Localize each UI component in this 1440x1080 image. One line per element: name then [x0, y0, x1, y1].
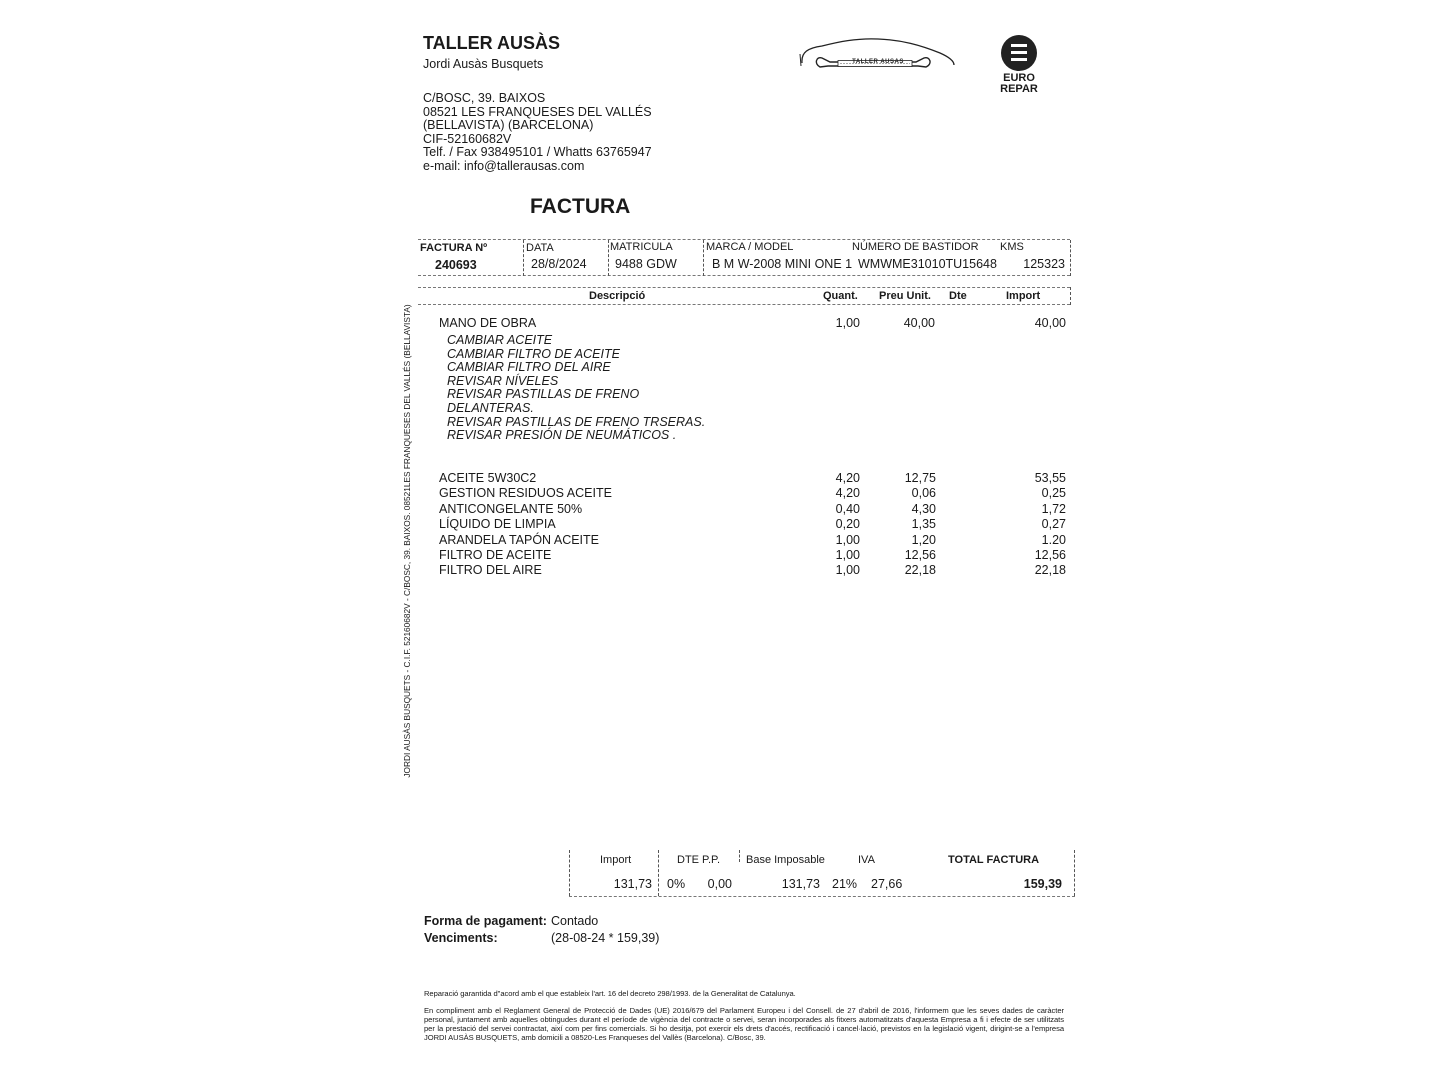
item-price: 4,30 — [911, 501, 936, 516]
item-price: 1,20 — [911, 532, 936, 547]
item-price: 12,56 — [904, 547, 936, 562]
address-line: 08521 LES FRANQUESES DEL VALLÉS — [423, 104, 652, 119]
company-address — [423, 92, 652, 173]
item-amount: 1,72 — [1041, 501, 1066, 516]
item-amount: 12,56 — [1034, 547, 1066, 562]
totals-dte-value: 0,00 — [707, 877, 732, 891]
kms-value: 125323 — [1023, 257, 1065, 271]
totals-base-value: 131,73 — [781, 877, 820, 891]
item-amount: 22,18 — [1034, 563, 1066, 578]
item-desc: LÍQUIDO DE LIMPIA — [439, 517, 556, 532]
col-import: Import — [1006, 290, 1041, 302]
labour-qty: 1,00 — [835, 316, 860, 330]
item-amount: 1.20 — [1041, 532, 1066, 547]
car-logo-text: TALLER AUSAS — [852, 59, 904, 65]
item-price: 1,35 — [911, 517, 936, 532]
item-desc: FILTRO DE ACEITE — [439, 547, 552, 562]
labour-task: REVISAR PASTILLAS DE FRENO — [447, 387, 640, 402]
labour-task: REVISAR PASTILLAS DE FRENO TRSERAS. — [447, 414, 706, 429]
taller-car-logo — [798, 36, 958, 86]
header-table-top-rule — [418, 239, 1070, 240]
labour-task: REVISAR NÍVELES — [447, 373, 559, 388]
col-quant: Quant. — [823, 290, 858, 302]
item-price: 12,75 — [904, 471, 936, 485]
labour-task: DELANTERAS. — [447, 400, 534, 415]
side-vertical-text: JORDI AUSÀS BUSQUETS - C.I.F. 52160682V - C/BOSC, 39. BAIXOS. 08521LES FRANQUESES DEL VALLÉS (BELLAVISTA) — [402, 304, 412, 778]
eurorepar-line2: REPAR — [1000, 83, 1038, 95]
labour-task: CAMBIAR FILTRO DEL AIRE — [447, 360, 611, 375]
matricula-label: MATRICULA — [610, 241, 673, 253]
document-title: FACTURA — [530, 195, 631, 218]
bastidor-label: NÚMERO DE BASTIDOR — [852, 241, 979, 253]
bastidor-value: WMWME31010TU15648 — [858, 257, 997, 271]
address-line: (BELLAVISTA) (BARCELONA) — [423, 118, 594, 132]
labour-task-list — [447, 334, 705, 443]
labour-amount: 40,00 — [1034, 316, 1066, 330]
labour-task: CAMBIAR FILTRO DE ACEITE — [447, 346, 620, 361]
address-line: C/BOSC, 39. BAIXOS — [423, 91, 546, 105]
table-row — [439, 533, 1069, 548]
totals-import-value: 131,73 — [613, 877, 652, 891]
kms-label: KMS — [1000, 241, 1024, 253]
item-desc: ACEITE 5W30C2 — [439, 471, 537, 485]
totals-import-label: Import — [600, 854, 632, 866]
payment-method-label: Forma de pagament: — [424, 914, 547, 928]
item-amount: 0,27 — [1041, 517, 1066, 532]
marca-model-label: MARCA / MODEL — [706, 241, 794, 253]
company-owner: Jordi Ausàs Busquets — [423, 57, 544, 71]
item-price: 22,18 — [904, 563, 936, 578]
labour-task: CAMBIAR ACEITE — [447, 333, 553, 347]
address-line: e-mail: info@tallerausas.com — [423, 158, 585, 173]
total-factura-value: 159,39 — [1023, 877, 1062, 891]
item-qty: 1,00 — [835, 547, 860, 562]
total-factura-label: TOTAL FACTURA — [948, 854, 1040, 866]
address-line: CIF-52160682V — [423, 131, 512, 146]
item-qty: 4,20 — [835, 471, 860, 485]
totals-dte-label: DTE P.P. — [677, 854, 721, 866]
due-dates-value: (28-08-24 * 159,39) — [551, 931, 660, 945]
item-desc: GESTION RESIDUOS ACEITE — [439, 486, 612, 501]
table-row — [439, 471, 1069, 486]
table-row — [439, 486, 1069, 501]
labour-desc: MANO DE OBRA — [439, 316, 537, 330]
totals-base-label: Base Imposable — [746, 854, 825, 866]
item-price: 0,06 — [911, 486, 936, 501]
item-desc: ARANDELA TAPÓN ACEITE — [439, 532, 600, 547]
item-qty: 1,00 — [835, 532, 860, 547]
item-desc: FILTRO DEL AIRE — [439, 563, 542, 578]
totals-dte-pct: 0% — [667, 877, 686, 891]
totals-iva-value: 27,66 — [871, 877, 903, 891]
col-descripcio: Descripció — [589, 290, 646, 302]
item-qty: 4,20 — [835, 486, 860, 501]
table-row — [439, 563, 1069, 578]
address-line: Telf. / Fax 938495101 / Whatts 63765947 — [423, 145, 652, 159]
table-row — [439, 517, 1069, 532]
table-row — [439, 502, 1069, 517]
totals-iva-label: IVA — [858, 854, 875, 866]
eurorepar-logo — [997, 33, 1041, 103]
item-desc: ANTICONGELANTE 50% — [439, 501, 583, 516]
col-preu-unit: Preu Unit. — [879, 290, 931, 302]
date-label: DATA — [526, 242, 554, 254]
gdpr-note: En compliment amb el Reglament General de Protecció de Dades (UE) 2016/679 del Parlament Europeu i del Consell. de 27 d'abril de 2016, l'informem que les seves dades de caràcter personal, juntament amb aquelles obtingudes durant el període de vigència del contracte o servei, seran incorporades als fitxers automatitzats d'aquesta Empresa a fi i efecte de ser utilitzats per la prestació del servei contractat, així com per fins comercials. Si ho desitja, pot exercir els drets d'accés, rectificació i cancel·lació, previstos en la legislació vigent, dirigint-se a l'empresa JORDI AUSÀS BUSQUETS, amb domicili a 08520-Les Franqueses del Vallès (Barcelona). C/Bosc, 39. — [424, 1006, 1064, 1042]
header-table-bottom-rule — [418, 275, 1070, 276]
company-name: TALLER AUSÀS — [423, 33, 560, 53]
payment-method-value: Contado — [551, 914, 599, 928]
columns-bottom-rule — [418, 304, 1070, 305]
matricula-value: 9488 GDW — [615, 257, 677, 271]
item-qty: 0,20 — [835, 517, 860, 532]
items-table — [439, 471, 1069, 579]
col-dte: Dte — [949, 290, 967, 302]
date-value: 28/8/2024 — [531, 257, 587, 271]
labour-price: 40,00 — [903, 316, 935, 330]
totals-iva-pct: 21% — [832, 877, 858, 891]
table-row — [439, 548, 1069, 563]
marca-model-value: B M W-2008 MINI ONE 1 — [712, 257, 853, 271]
labour-task: REVISAR PRESIÓN DE NEUMÁTICOS . — [447, 428, 677, 443]
eurorepar-line1: EURO — [1003, 72, 1035, 84]
columns-top-rule — [418, 287, 1070, 288]
item-amount: 53,55 — [1034, 471, 1066, 485]
due-dates-label: Venciments: — [424, 931, 498, 945]
item-qty: 0,40 — [835, 501, 860, 516]
item-qty: 1,00 — [835, 563, 860, 578]
warranty-note: Reparació garantida d"acord amb el que estableix l'art. 16 del decreto 298/1993. de la Generalitat de Catalunya. — [424, 989, 796, 998]
factura-number-label: FACTURA Nº — [420, 242, 488, 254]
item-amount: 0,25 — [1041, 486, 1066, 501]
factura-number-value: 240693 — [435, 258, 477, 272]
